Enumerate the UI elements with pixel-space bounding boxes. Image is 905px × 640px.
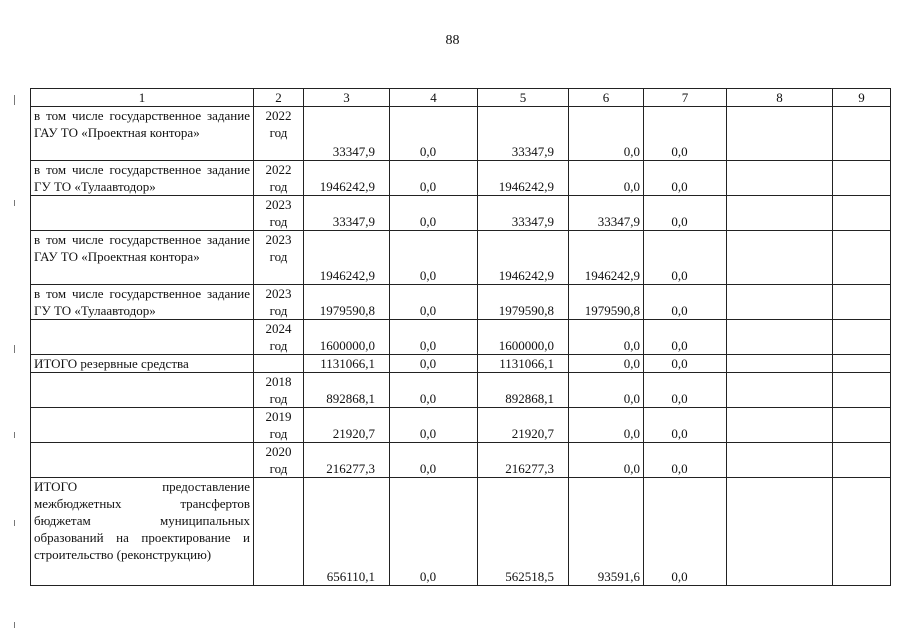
cell-c7: 0,0 [644, 443, 727, 478]
cell-c8 [727, 355, 833, 373]
table-row [31, 478, 891, 586]
table-row [31, 320, 891, 355]
cell-c8 [727, 161, 833, 196]
table-row [31, 107, 891, 161]
year-unit: год [269, 214, 288, 229]
cell-c8 [727, 231, 833, 285]
cell-c8 [727, 408, 833, 443]
year-value: 2022 [265, 108, 292, 123]
cell-c5: 562518,5 [478, 478, 569, 586]
row-year [254, 196, 304, 231]
cell-c8 [727, 443, 833, 478]
cell-c4: 0,0 [390, 231, 478, 285]
cell-c5: 216277,3 [478, 443, 569, 478]
cell-c6: 0,0 [569, 373, 644, 408]
cell-c4: 0,0 [390, 107, 478, 161]
row-year [254, 161, 304, 196]
cell-c9 [833, 285, 891, 320]
header-cell: 5 [478, 89, 569, 107]
cell-c7: 0,0 [644, 161, 727, 196]
header-cell: 8 [727, 89, 833, 107]
cell-c4: 0,0 [390, 355, 478, 373]
row-description: в том числе государственное задание ГАУ ТО «Проектная контора» [31, 107, 254, 161]
cell-c3: 1600000,0 [304, 320, 390, 355]
cell-c3: 216277,3 [304, 443, 390, 478]
cell-c4: 0,0 [390, 196, 478, 231]
cell-c4: 0,0 [390, 161, 478, 196]
cell-c8 [727, 196, 833, 231]
row-year [254, 478, 304, 586]
year-unit: год [269, 303, 288, 318]
table-row [31, 408, 891, 443]
cell-c8 [727, 320, 833, 355]
cell-c4: 0,0 [390, 285, 478, 320]
year-value: 2019 [265, 409, 292, 424]
table-row [31, 443, 891, 478]
header-cell: 1 [31, 89, 254, 107]
cell-c7: 0,0 [644, 320, 727, 355]
year-unit: год [269, 338, 288, 353]
cell-c6: 0,0 [569, 161, 644, 196]
row-year [254, 231, 304, 285]
cell-c9 [833, 320, 891, 355]
scan-edge-mark [14, 432, 15, 438]
header-cell: 6 [569, 89, 644, 107]
cell-c6: 0,0 [569, 355, 644, 373]
cell-c9 [833, 107, 891, 161]
cell-c3: 1946242,9 [304, 231, 390, 285]
year-unit: год [269, 179, 288, 194]
cell-c9 [833, 373, 891, 408]
table-row [31, 373, 891, 408]
cell-c5: 1946242,9 [478, 161, 569, 196]
cell-c3: 1979590,8 [304, 285, 390, 320]
year-value: 2023 [265, 232, 292, 247]
cell-c6: 0,0 [569, 443, 644, 478]
cell-c5: 1600000,0 [478, 320, 569, 355]
page-number: 88 [445, 33, 460, 48]
cell-c3: 21920,7 [304, 408, 390, 443]
row-description: ИТОГО резервные средства [31, 355, 254, 373]
row-description [31, 443, 254, 478]
cell-c7: 0,0 [644, 355, 727, 373]
cell-c7: 0,0 [644, 107, 727, 161]
row-year [254, 443, 304, 478]
year-value: 2020 [265, 444, 292, 459]
year-value: 2022 [265, 162, 292, 177]
year-unit: год [269, 125, 288, 140]
year-value: 2018 [265, 374, 292, 389]
row-description: в том числе государственное задание ГАУ ТО «Проектная контора» [31, 231, 254, 285]
cell-c3: 1946242,9 [304, 161, 390, 196]
cell-c8 [727, 285, 833, 320]
scan-edge-mark [14, 200, 15, 206]
scan-edge-mark [14, 95, 15, 105]
cell-c6: 33347,9 [569, 196, 644, 231]
row-year [254, 285, 304, 320]
row-description [31, 196, 254, 231]
scan-edge-mark [14, 622, 15, 628]
cell-c6: 1946242,9 [569, 231, 644, 285]
row-description: ИТОГО предоставление межбюджетных трансфертов бюджетам муниципальных образований на проектирование и строительство (реконструкцию) [31, 478, 254, 586]
table-row [31, 161, 891, 196]
row-description [31, 408, 254, 443]
cell-c3: 892868,1 [304, 373, 390, 408]
cell-c9 [833, 161, 891, 196]
cell-c6: 0,0 [569, 408, 644, 443]
cell-c8 [727, 107, 833, 161]
cell-c5: 21920,7 [478, 408, 569, 443]
cell-c5: 1131066,1 [478, 355, 569, 373]
row-description [31, 373, 254, 408]
cell-c9 [833, 355, 891, 373]
cell-c5: 1946242,9 [478, 231, 569, 285]
cell-c9 [833, 231, 891, 285]
row-description: в том числе государственное задание ГУ ТО «Тулаавтодор» [31, 285, 254, 320]
year-value: 2023 [265, 197, 292, 212]
year-unit: год [269, 391, 288, 406]
header-cell: 4 [390, 89, 478, 107]
year-unit: год [269, 249, 288, 264]
cell-c8 [727, 478, 833, 586]
row-description [31, 320, 254, 355]
cell-c6: 93591,6 [569, 478, 644, 586]
cell-c9 [833, 443, 891, 478]
table-row [31, 231, 891, 285]
cell-c6: 0,0 [569, 320, 644, 355]
cell-c3: 1131066,1 [304, 355, 390, 373]
cell-c4: 0,0 [390, 443, 478, 478]
table-row [31, 285, 891, 320]
cell-c4: 0,0 [390, 408, 478, 443]
row-year [254, 355, 304, 373]
cell-c9 [833, 478, 891, 586]
cell-c3: 656110,1 [304, 478, 390, 586]
cell-c5: 33347,9 [478, 196, 569, 231]
scan-edge-mark [14, 345, 15, 353]
budget-table [30, 88, 891, 586]
header-cell: 3 [304, 89, 390, 107]
table-row [31, 355, 891, 373]
cell-c3: 33347,9 [304, 196, 390, 231]
cell-c7: 0,0 [644, 196, 727, 231]
year-unit: год [269, 426, 288, 441]
row-year [254, 373, 304, 408]
header-cell: 9 [833, 89, 891, 107]
year-value: 2024 [265, 321, 292, 336]
year-value: 2023 [265, 286, 292, 301]
cell-c6: 0,0 [569, 107, 644, 161]
header-cell: 7 [644, 89, 727, 107]
scan-edge-mark [14, 520, 15, 526]
cell-c3: 33347,9 [304, 107, 390, 161]
year-unit: год [269, 461, 288, 476]
cell-c5: 892868,1 [478, 373, 569, 408]
cell-c7: 0,0 [644, 285, 727, 320]
row-year [254, 408, 304, 443]
cell-c7: 0,0 [644, 478, 727, 586]
cell-c4: 0,0 [390, 373, 478, 408]
cell-c4: 0,0 [390, 478, 478, 586]
cell-c9 [833, 196, 891, 231]
cell-c9 [833, 408, 891, 443]
cell-c6: 1979590,8 [569, 285, 644, 320]
header-row [31, 89, 891, 107]
cell-c7: 0,0 [644, 373, 727, 408]
cell-c8 [727, 373, 833, 408]
cell-c7: 0,0 [644, 408, 727, 443]
cell-c7: 0,0 [644, 231, 727, 285]
cell-c5: 1979590,8 [478, 285, 569, 320]
table-row [31, 196, 891, 231]
row-description: в том числе государственное задание ГУ ТО «Тулаавтодор» [31, 161, 254, 196]
cell-c4: 0,0 [390, 320, 478, 355]
header-cell: 2 [254, 89, 304, 107]
row-year [254, 107, 304, 161]
row-year [254, 320, 304, 355]
cell-c5: 33347,9 [478, 107, 569, 161]
